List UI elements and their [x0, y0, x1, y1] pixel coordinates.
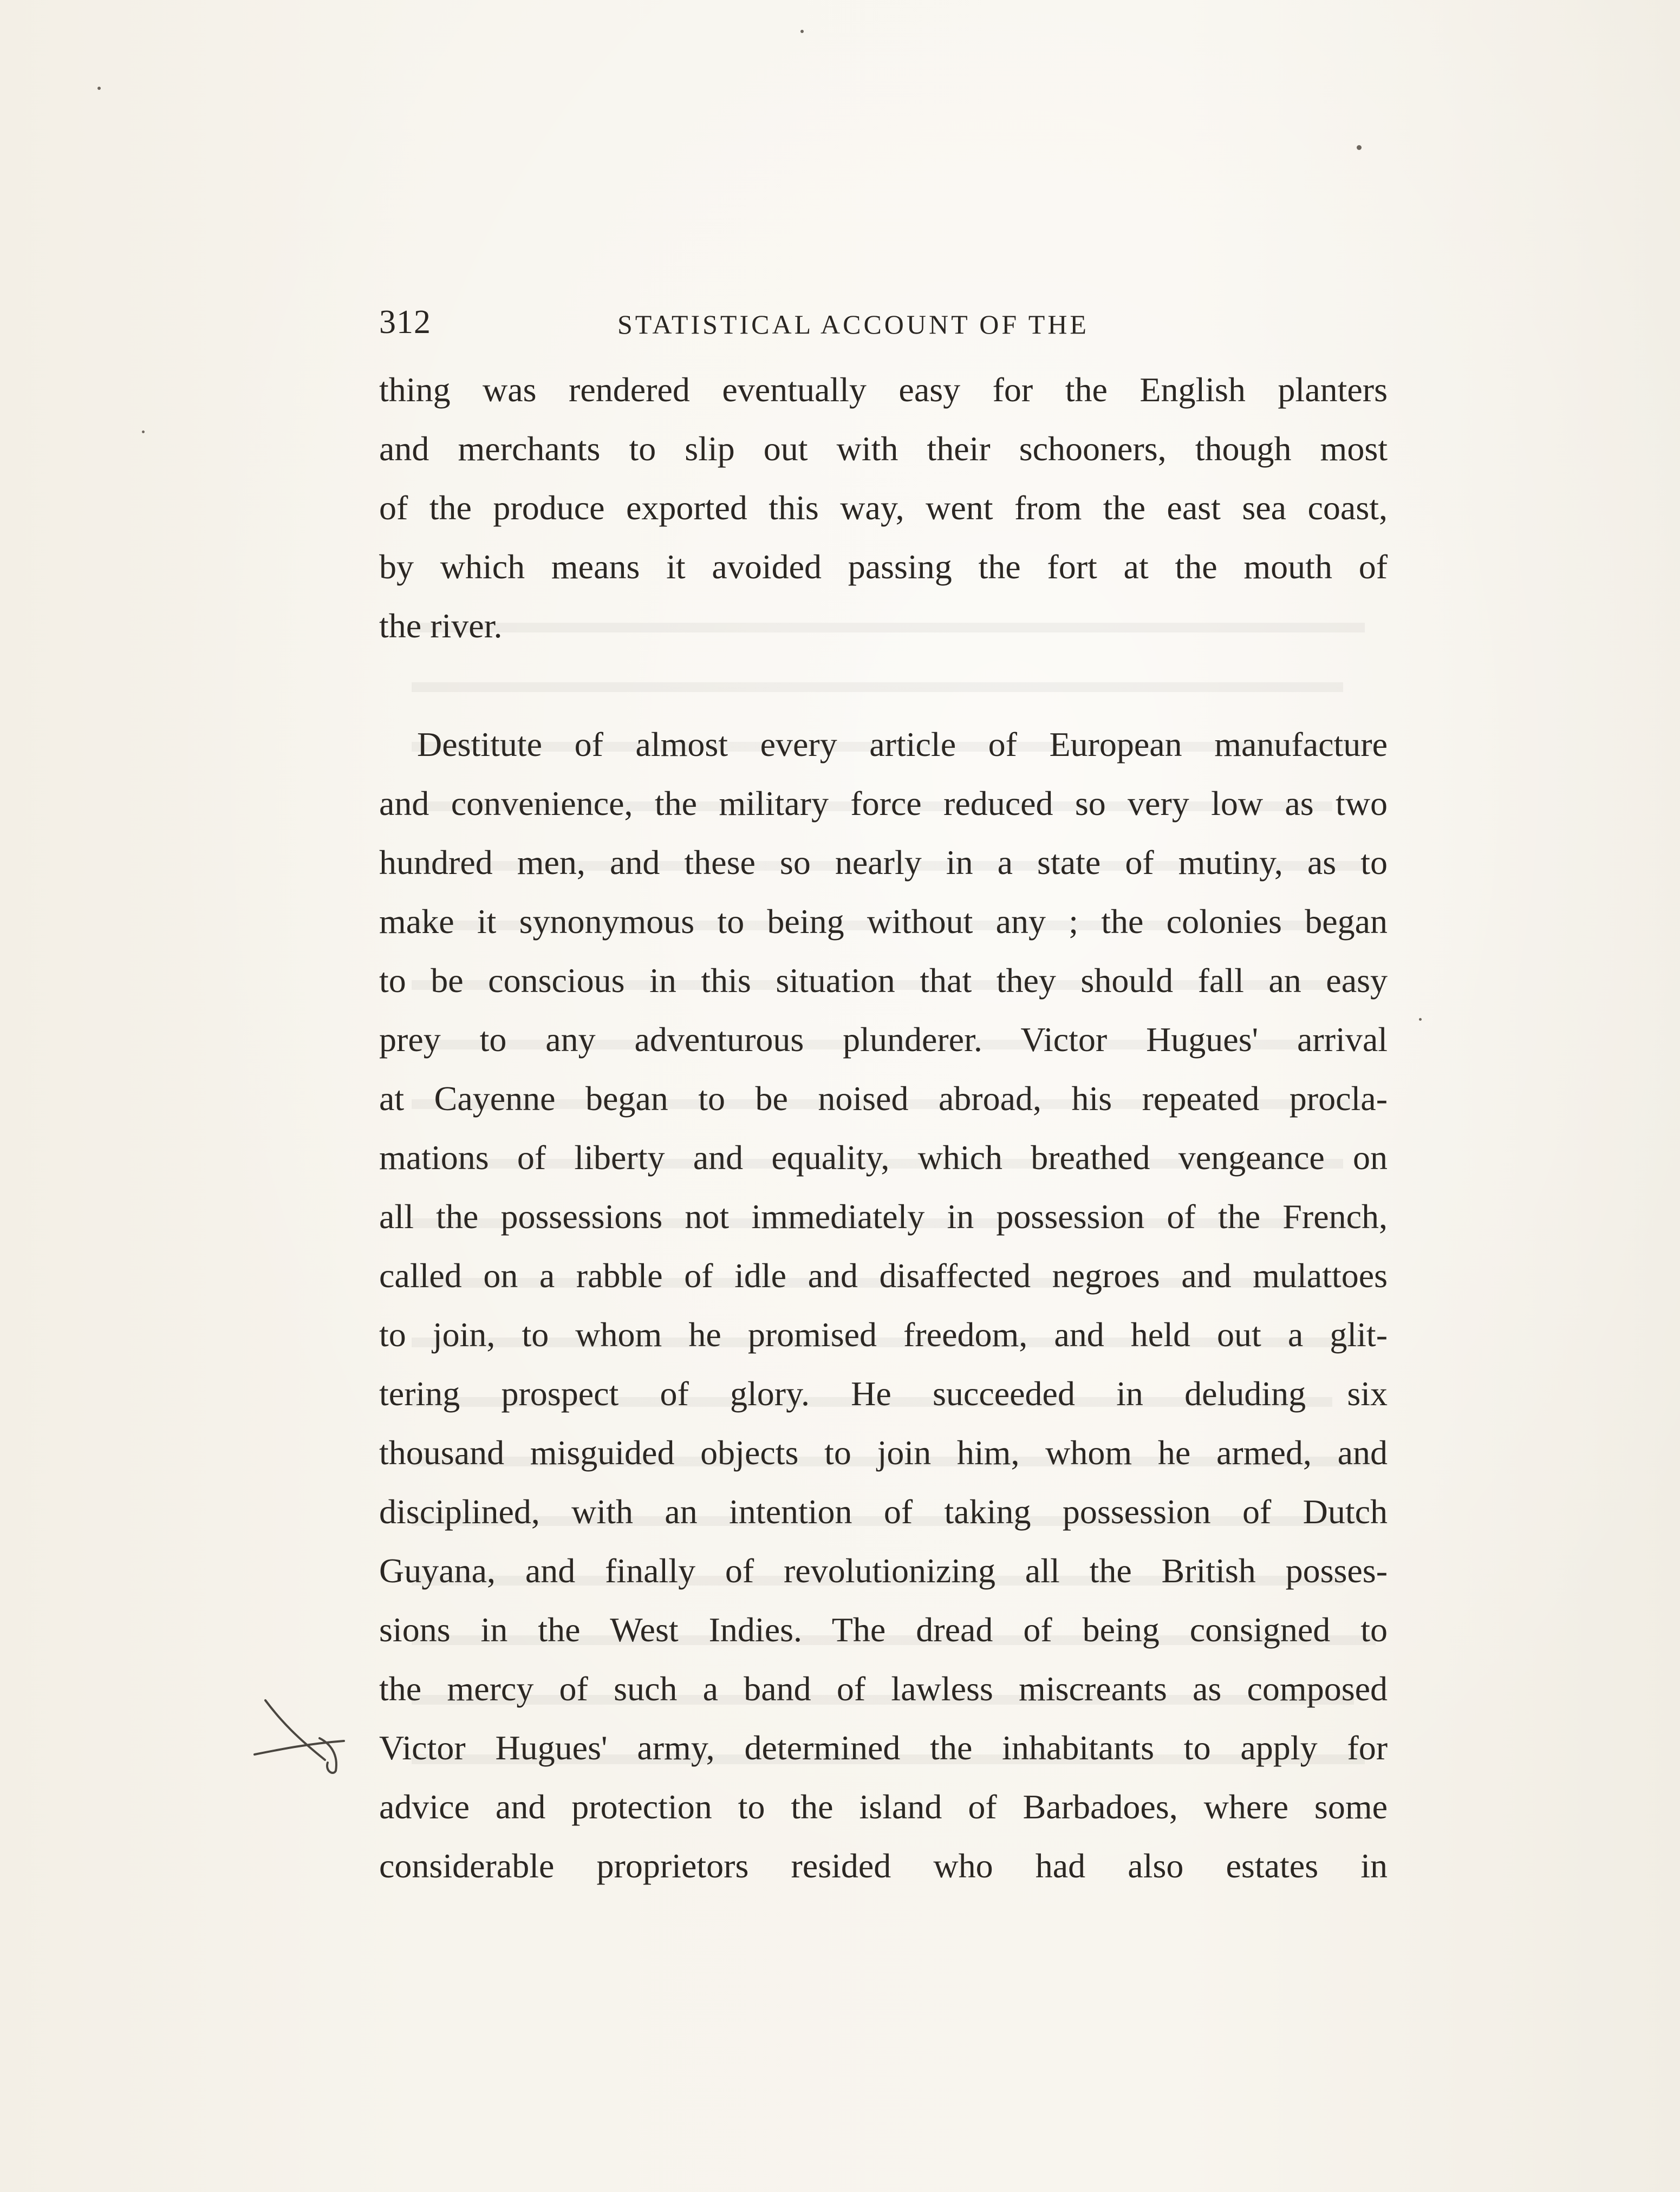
paragraph-gap [379, 655, 1388, 715]
text-line: sions in the West Indies. The dread of being consigned to [379, 1610, 1388, 1649]
text-line: disciplined, with an intention of taking possession of Dutch [379, 1492, 1388, 1531]
paper-speck [800, 30, 804, 33]
text-line: at Cayenne began to be noised abroad, his repeated procla- [379, 1079, 1388, 1118]
paper-speck [1357, 145, 1362, 150]
text-line: called on a rabble of idle and disaffected negroes and mulattoes [379, 1256, 1388, 1295]
page-header [379, 303, 1386, 347]
paragraph-2 [379, 715, 1388, 1895]
text-line: of the produce exported this way, went from the east sea coast, [379, 488, 1388, 527]
paper-speck [142, 430, 145, 433]
paper-speck [1419, 1018, 1422, 1021]
text-line: thing was rendered eventually easy for the English planters [379, 370, 1388, 409]
paragraph-1 [379, 360, 1388, 655]
text-line: to join, to whom he promised freedom, and held out a glit- [379, 1315, 1388, 1354]
text-line: by which means it avoided passing the fort at the mouth of [379, 547, 1388, 586]
text-line: hundred men, and these so nearly in a state of mutiny, as to [379, 843, 1388, 882]
text-line: to be conscious in this situation that they should fall an easy [379, 961, 1388, 1000]
text-line: Victor Hugues' army, determined the inhabitants to apply for [379, 1728, 1388, 1767]
page-number: 312 [379, 304, 431, 341]
running-head: STATISTICAL ACCOUNT OF THE [617, 309, 1089, 340]
text-line: all the possessions not immediately in possession of the French, [379, 1197, 1388, 1236]
text-line: make it synonymous to being without any ; the colonies began [379, 902, 1388, 941]
body-text [379, 360, 1388, 1895]
text-line: tering prospect of glory. He succeeded in deluding six [379, 1374, 1388, 1413]
text-line: considerable proprietors resided who had also estates in [379, 1847, 1388, 1885]
text-line: the mercy of such a band of lawless miscreants as composed [379, 1669, 1388, 1708]
text-line: mations of liberty and equality, which breathed vengeance on [379, 1138, 1388, 1177]
text-line: and merchants to slip out with their schooners, though most [379, 429, 1388, 468]
text-line: advice and protection to the island of Barbadoes, where some [379, 1787, 1388, 1826]
text-line: Guyana, and finally of revolutionizing all the British posses- [379, 1551, 1388, 1590]
text-line: thousand misguided objects to join him, whom he armed, and [379, 1433, 1388, 1472]
pencil-margin-mark-icon [249, 1689, 357, 1787]
text-line: the river. [379, 606, 503, 645]
text-line: prey to any adventurous plunderer. Victor Hugues' arrival [379, 1020, 1388, 1059]
text-line: and convenience, the military force reduced so very low as two [379, 784, 1388, 823]
text-line: Destitute of almost every article of European manufacture [417, 725, 1388, 764]
paper-speck [97, 87, 101, 90]
